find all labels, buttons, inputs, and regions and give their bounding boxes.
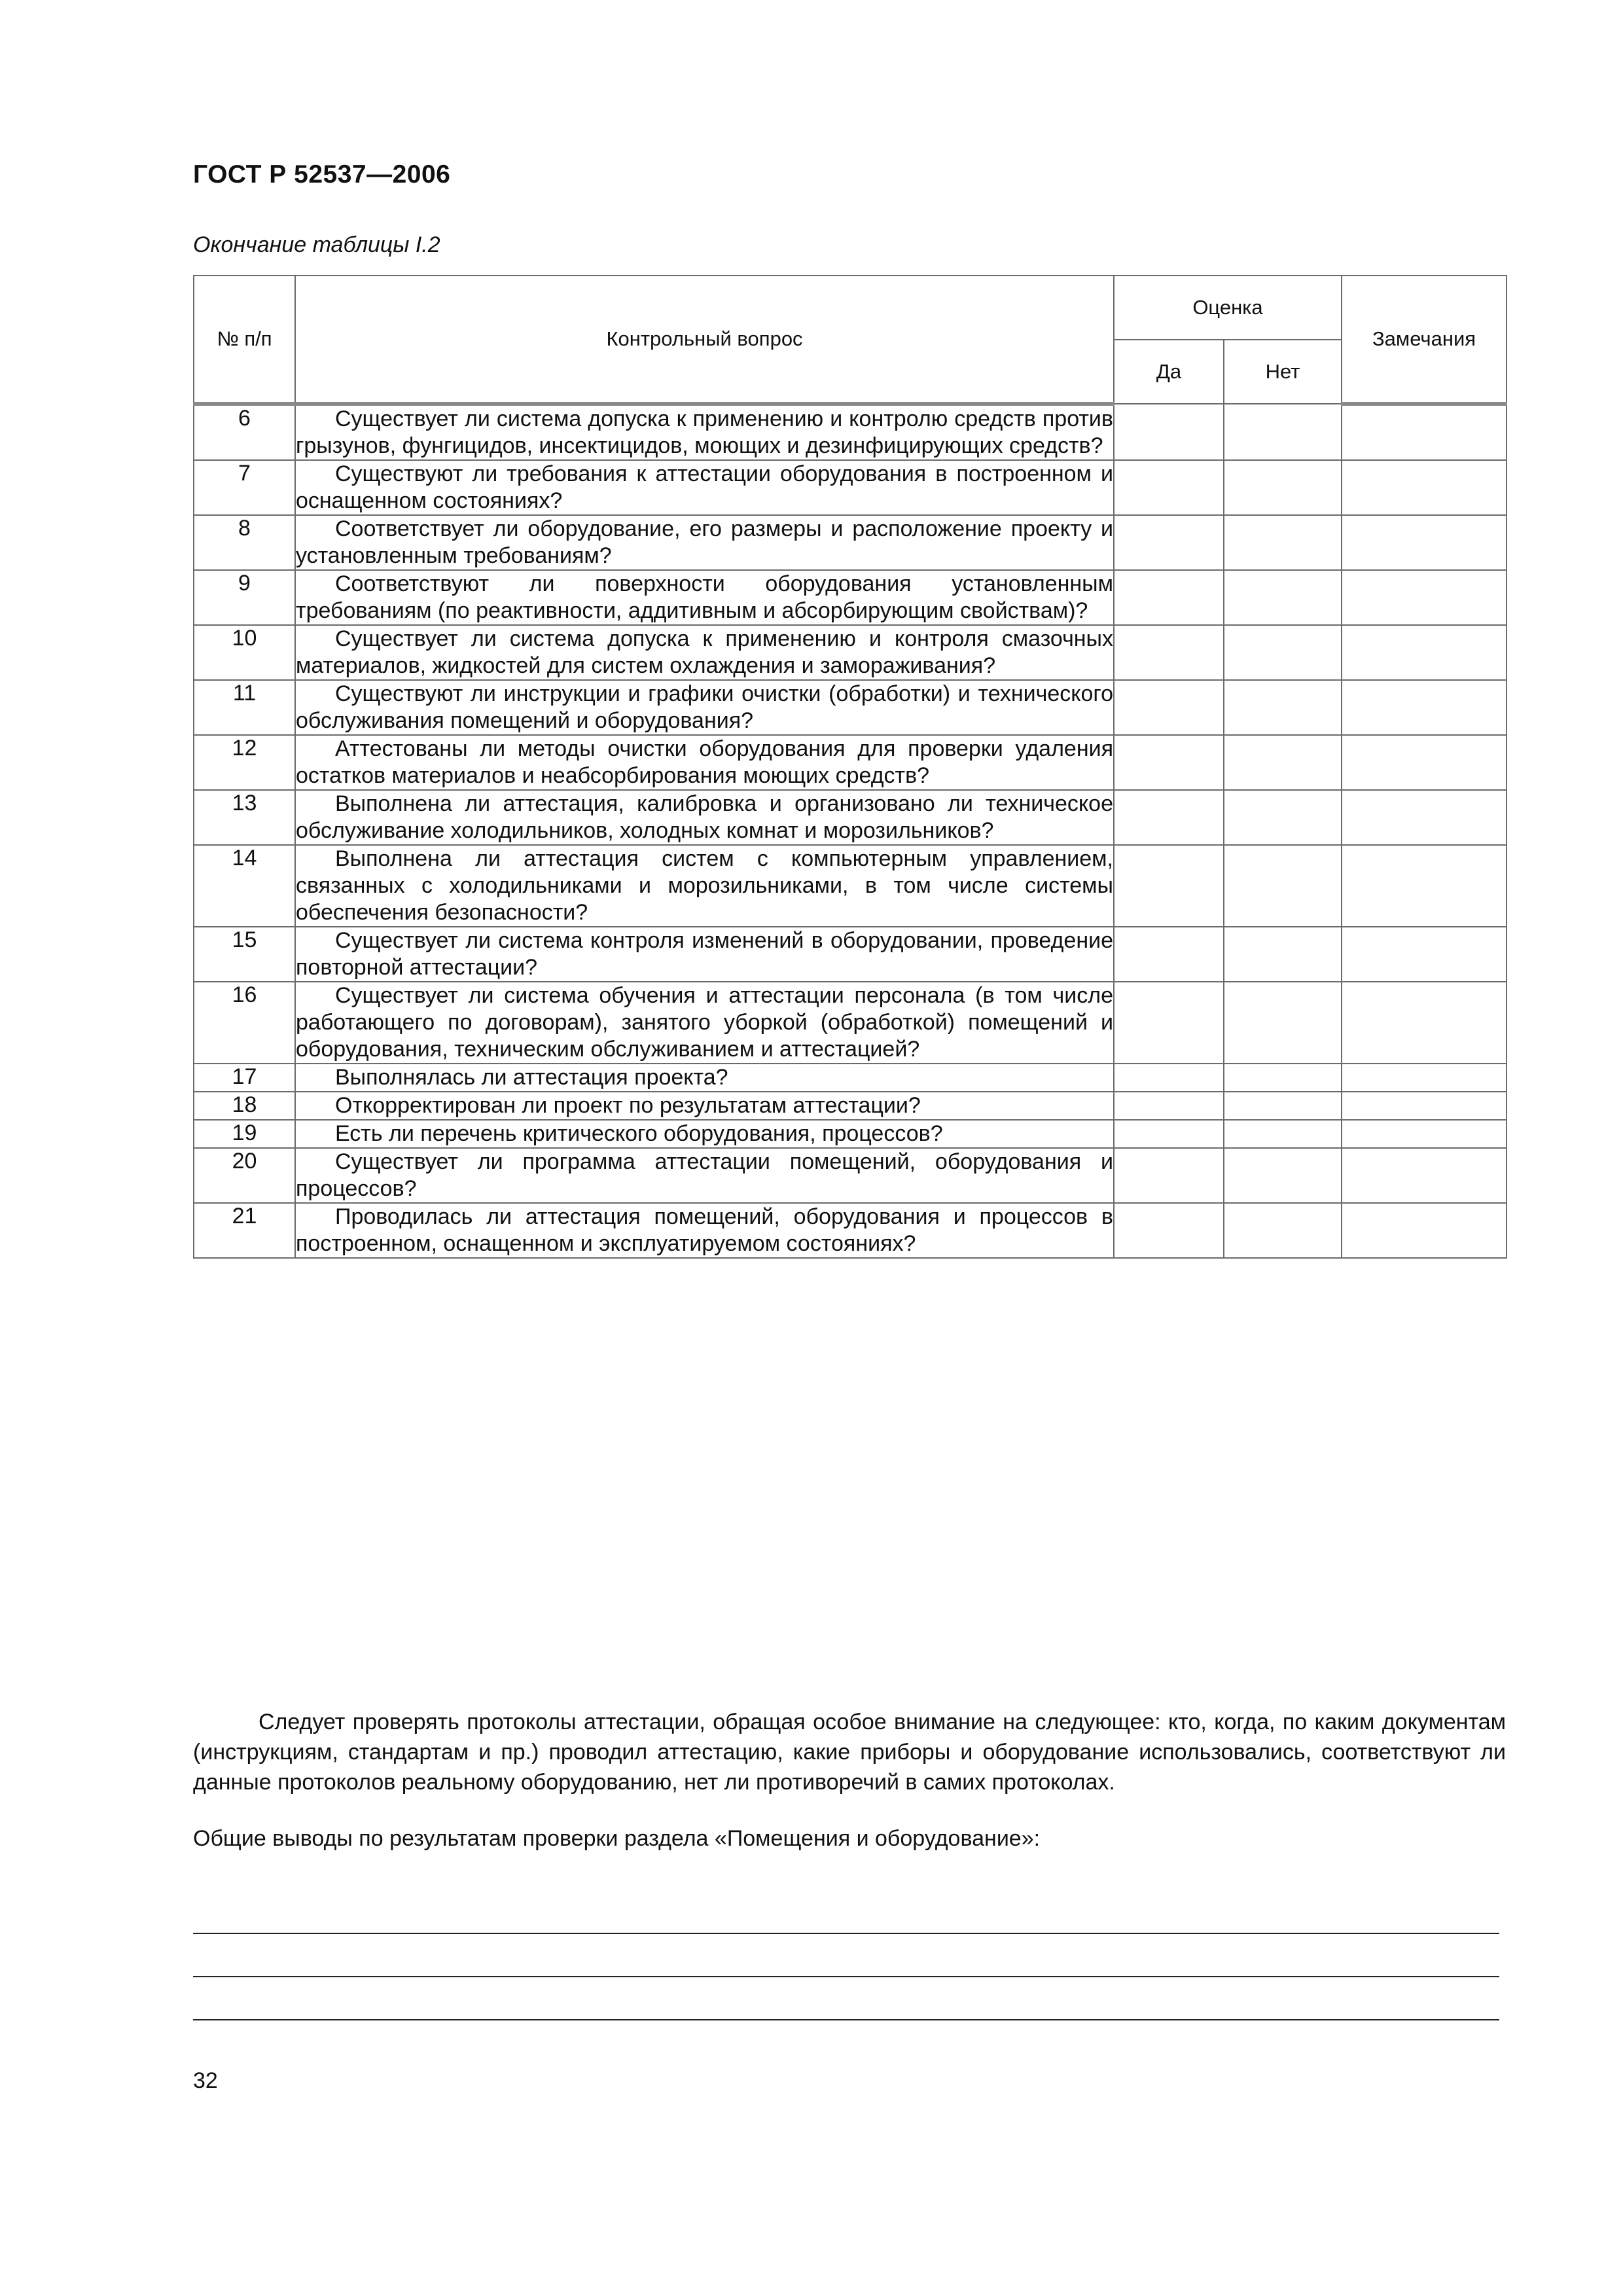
remarks-cell[interactable] [1342, 790, 1507, 845]
yes-cell[interactable] [1114, 680, 1224, 735]
body-paragraph: Следует проверять протоколы аттестации, обращая особое внимание на следующее: кто, когда, по каким документам (инструкциям, стандартам и пр.) проводил аттестацию, какие приборы и оборудование использовались, соответствуют ли данные протоколов реальному оборудованию, нет ли противоречий в самих протоколах. [193, 1710, 1506, 1795]
table-row [194, 625, 1507, 680]
yes-cell[interactable] [1114, 1064, 1224, 1092]
yes-cell[interactable] [1114, 735, 1224, 790]
row-number: 18 [194, 1092, 295, 1120]
row-number: 16 [194, 982, 295, 1064]
question-text: Выполнена ли аттестация систем с компьютерным управлением, связанных с холодильниками и морозильниками, в том числе системы обеспечения безопасности? [295, 845, 1114, 927]
question-text: Существует ли система контроля изменений в оборудовании, проведение повторной аттестации? [295, 927, 1114, 982]
table-row [194, 982, 1507, 1064]
no-cell[interactable] [1224, 927, 1342, 982]
row-number: 7 [194, 460, 295, 515]
no-cell[interactable] [1224, 845, 1342, 927]
answer-line-2[interactable] [193, 1976, 1499, 1977]
no-cell[interactable] [1224, 680, 1342, 735]
yes-cell[interactable] [1114, 625, 1224, 680]
remarks-cell[interactable] [1342, 515, 1507, 570]
row-number: 10 [194, 625, 295, 680]
remarks-cell[interactable] [1342, 1092, 1507, 1120]
yes-cell[interactable] [1114, 790, 1224, 845]
question-text: Существуют ли инструкции и графики очистки (обработки) и технического обслуживания помещений и оборудования? [295, 680, 1114, 735]
row-number: 17 [194, 1064, 295, 1092]
column-header-remarks: Замечания [1342, 276, 1507, 404]
question-text: Есть ли перечень критического оборудования, процессов? [295, 1120, 1114, 1148]
no-cell[interactable] [1224, 735, 1342, 790]
checklist-table [193, 275, 1507, 1259]
question-text: Соответствует ли оборудование, его размеры и расположение проекту и установленным требованиям? [295, 515, 1114, 570]
table-row [194, 845, 1507, 927]
yes-cell[interactable] [1114, 845, 1224, 927]
no-cell[interactable] [1224, 515, 1342, 570]
table-row [194, 680, 1507, 735]
table-row [194, 515, 1507, 570]
conclusion-label: Общие выводы по результатам проверки раздела «Помещения и оборудование»: [193, 1826, 1041, 1851]
yes-cell[interactable] [1114, 570, 1224, 625]
remarks-cell[interactable] [1342, 1203, 1507, 1258]
row-number: 11 [194, 680, 295, 735]
table-row [194, 570, 1507, 625]
row-number: 12 [194, 735, 295, 790]
question-text: Существует ли программа аттестации помещений, оборудования и процессов? [295, 1148, 1114, 1203]
row-number: 20 [194, 1148, 295, 1203]
no-cell[interactable] [1224, 1203, 1342, 1258]
question-text: Соответствуют ли поверхности оборудования установленным требованиям (по реактивности, аддитивным и абсорбирующим свойствам)? [295, 570, 1114, 625]
yes-cell[interactable] [1114, 515, 1224, 570]
no-cell[interactable] [1224, 460, 1342, 515]
no-cell[interactable] [1224, 790, 1342, 845]
no-cell[interactable] [1224, 982, 1342, 1064]
question-text: Выполнена ли аттестация, калибровка и организовано ли техническое обслуживание холодильников, холодных комнат и морозильников? [295, 790, 1114, 845]
table-row [194, 790, 1507, 845]
remarks-cell[interactable] [1342, 625, 1507, 680]
remarks-cell[interactable] [1342, 735, 1507, 790]
row-number: 8 [194, 515, 295, 570]
yes-cell[interactable] [1114, 982, 1224, 1064]
row-number: 6 [194, 404, 295, 460]
yes-cell[interactable] [1114, 927, 1224, 982]
row-number: 15 [194, 927, 295, 982]
row-number: 14 [194, 845, 295, 927]
remarks-cell[interactable] [1342, 1064, 1507, 1092]
standard-code-header: ГОСТ Р 52537—2006 [193, 160, 451, 188]
answer-line-1[interactable] [193, 1933, 1499, 1934]
remarks-cell[interactable] [1342, 982, 1507, 1064]
page-number: 32 [193, 2068, 218, 2093]
table-row [194, 404, 1507, 460]
table-row [194, 1203, 1507, 1258]
question-text: Существует ли система допуска к применению и контроля смазочных материалов, жидкостей для систем охлаждения и замораживания? [295, 625, 1114, 680]
no-cell[interactable] [1224, 1148, 1342, 1203]
column-header-number: № п/п [194, 276, 295, 404]
row-number: 9 [194, 570, 295, 625]
yes-cell[interactable] [1114, 1092, 1224, 1120]
row-number: 19 [194, 1120, 295, 1148]
question-text: Откорректирован ли проект по результатам аттестации? [295, 1092, 1114, 1120]
remarks-cell[interactable] [1342, 845, 1507, 927]
no-cell[interactable] [1224, 1092, 1342, 1120]
remarks-cell[interactable] [1342, 1148, 1507, 1203]
yes-cell[interactable] [1114, 404, 1224, 460]
remarks-cell[interactable] [1342, 927, 1507, 982]
remarks-cell[interactable] [1342, 570, 1507, 625]
question-text: Существует ли система допуска к применению и контролю средств против грызунов, фунгицидов, инсектицидов, моющих и дезинфицирующих средств? [295, 404, 1114, 460]
question-text: Аттестованы ли методы очистки оборудования для проверки удаления остатков материалов и неабсорбирования моющих средств? [295, 735, 1114, 790]
question-text: Выполнялась ли аттестация проекта? [295, 1064, 1114, 1092]
table-row [194, 1148, 1507, 1203]
yes-cell[interactable] [1114, 1203, 1224, 1258]
question-text: Существует ли система обучения и аттестации персонала (в том числе работающего по договорам), занятого уборкой (обработкой) помещений и оборудования, техническим обслуживанием и аттестацией? [295, 982, 1114, 1064]
no-cell[interactable] [1224, 625, 1342, 680]
column-header-question: Контрольный вопрос [295, 276, 1114, 404]
table-row [194, 1092, 1507, 1120]
no-cell[interactable] [1224, 1120, 1342, 1148]
column-header-yes: Да [1114, 340, 1224, 404]
remarks-cell[interactable] [1342, 1120, 1507, 1148]
yes-cell[interactable] [1114, 1148, 1224, 1203]
table-caption: Окончание таблицы I.2 [193, 232, 440, 257]
row-number: 21 [194, 1203, 295, 1258]
remarks-cell[interactable] [1342, 460, 1507, 515]
remarks-cell[interactable] [1342, 680, 1507, 735]
column-header-assessment: Оценка [1114, 276, 1342, 340]
table-row [194, 460, 1507, 515]
question-text: Существуют ли требования к аттестации оборудования в построенном и оснащенном состояниях? [295, 460, 1114, 515]
remarks-cell[interactable] [1342, 404, 1507, 460]
table-row [194, 735, 1507, 790]
row-number: 13 [194, 790, 295, 845]
no-cell[interactable] [1224, 1064, 1342, 1092]
column-header-no: Нет [1224, 340, 1342, 404]
yes-cell[interactable] [1114, 460, 1224, 515]
table-row [194, 1120, 1507, 1148]
yes-cell[interactable] [1114, 1120, 1224, 1148]
table-row [194, 1064, 1507, 1092]
no-cell[interactable] [1224, 570, 1342, 625]
no-cell[interactable] [1224, 404, 1342, 460]
answer-line-3[interactable] [193, 2019, 1499, 2020]
table-row [194, 927, 1507, 982]
question-text: Проводилась ли аттестация помещений, оборудования и процессов в построенном, оснащенном и эксплуатируемом состояниях? [295, 1203, 1114, 1258]
